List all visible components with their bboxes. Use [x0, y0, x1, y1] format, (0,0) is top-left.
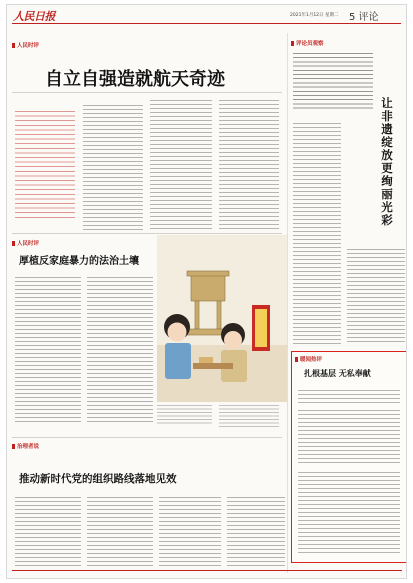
section-rule-2: [12, 437, 282, 438]
second-body-col-2: [87, 277, 153, 425]
boxed-body-1: [298, 410, 400, 466]
third-column-label: 治理者说: [12, 442, 39, 450]
third-body-col-3: [159, 497, 221, 569]
second-body-col-1: [15, 277, 81, 425]
main-headline: 自立自强造就航天奇迹: [45, 69, 225, 90]
main-summary-text: [15, 111, 75, 219]
newspaper-page: [6, 4, 407, 579]
illustration-caption: [219, 405, 279, 427]
second-column-label: 人民时评: [12, 239, 39, 247]
third-headline: 推动新时代党的组织路线落地见效: [19, 473, 177, 485]
header-rule: [12, 23, 401, 24]
boxed-lead: [298, 390, 400, 404]
page-section-label: 5 评论: [349, 12, 379, 23]
right-body-col-1: [293, 123, 341, 345]
third-body-col-2: [87, 497, 153, 569]
main-rule: [12, 92, 282, 93]
right-summary-text: [293, 53, 373, 111]
right-body-col-2: [347, 249, 405, 345]
section-rule-1: [12, 233, 282, 234]
boxed-column-label: 暖闻热评: [295, 355, 322, 363]
main-body-col-3: [219, 100, 279, 232]
right-column-label: 评论员观察: [291, 39, 324, 47]
main-body-col-1: [83, 105, 143, 233]
issue-date: 2021年1月12日 星期二: [290, 13, 339, 18]
third-body-col-4: [227, 497, 285, 569]
featured-comment-box: [291, 351, 407, 563]
second-headline: 厚植反家庭暴力的法治土壤: [19, 256, 139, 267]
boxed-headline: 扎根基层 无私奉献: [304, 368, 371, 378]
cartoon-illustration: [157, 235, 287, 402]
right-headline-vertical: 让非遗绽放更绚丽光彩: [381, 96, 393, 227]
masthead-logo: 人民日报: [13, 10, 55, 23]
third-body-col-1: [15, 497, 81, 569]
illustration-note: [157, 405, 212, 425]
footer-rule: [12, 570, 402, 571]
boxed-body-2: [298, 472, 400, 556]
column-divider: [287, 33, 288, 573]
main-column-label: 人民时评: [12, 41, 39, 49]
main-body-col-2: [150, 100, 212, 232]
